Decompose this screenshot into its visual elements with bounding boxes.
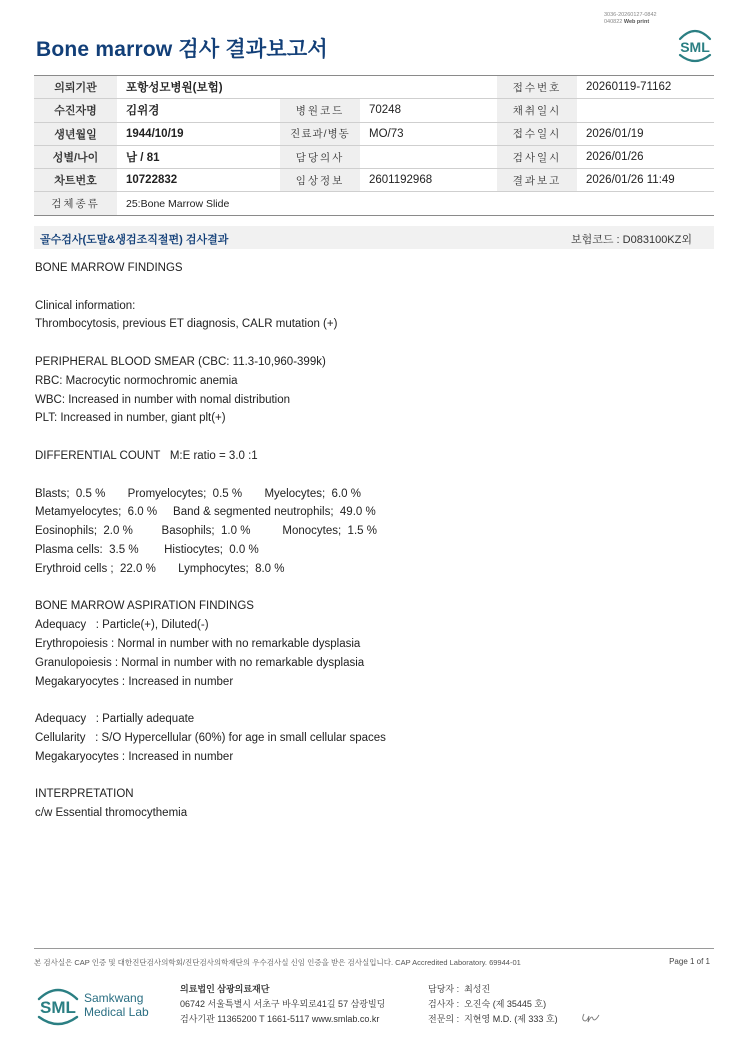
staff-row <box>428 997 558 1012</box>
signature-icon <box>580 1010 602 1024</box>
insurance-code: 보험코드 : D083100KZ외 <box>570 234 692 246</box>
label-specimen-type: 검체종류 <box>34 192 117 215</box>
label-chart-no: 차트번호 <box>34 169 117 192</box>
findings-line: Granulopoiesis : Normal in number with no remarkable dysplasia <box>35 656 365 669</box>
findings-line: Plasma cells: 3.5 % Histiocytes; 0.0 % <box>35 543 259 556</box>
label-result-report: 결과보고 <box>497 169 577 192</box>
value-birth-date: 1944/10/19 <box>117 122 280 145</box>
findings-line: WBC: Increased in number with nomal distribution <box>35 393 291 406</box>
bottom-logo-line1: Samkwang <box>84 991 144 1005</box>
value-clinical-info: 2601192968 <box>360 169 497 192</box>
staff-info <box>428 982 558 1027</box>
findings-line: PERIPHERAL BLOOD SMEAR (CBC: 11.3-10,960-399k) <box>35 355 326 368</box>
value-chart-no: 10722832 <box>117 169 280 192</box>
findings-line: Megakaryocytes : Increased in number <box>35 750 234 763</box>
info-row <box>34 169 714 192</box>
label-hospital-code: 병원코드 <box>280 99 360 122</box>
organization-info <box>180 982 385 1027</box>
label-accession-no: 접수번호 <box>497 76 577 99</box>
page-title: Bone marrow 검사 결과보고서 <box>36 38 328 61</box>
findings-line <box>35 579 715 598</box>
findings-line: Adequacy : Particle(+), Diluted(-) <box>35 619 209 632</box>
findings-line: Megakaryocytes : Increased in number <box>35 675 234 688</box>
findings-line <box>35 428 715 447</box>
value-sex-age: 남 / 81 <box>117 145 280 168</box>
value-test-date: 2026/01/26 <box>577 145 714 168</box>
findings-line <box>35 767 715 786</box>
value-accession-no: 20260119-71162 <box>577 76 714 99</box>
findings-line: DIFFERENTIAL COUNT M:E ratio = 3.0 :1 <box>35 449 258 462</box>
label-physician: 담당의사 <box>280 145 360 168</box>
staff-role: 전문의 : <box>428 1014 460 1024</box>
value-received-date: 2026/01/19 <box>577 122 714 145</box>
org-name: 의료법인 삼광의료재단 <box>180 984 270 994</box>
bottom-logo-sml: SML <box>40 998 76 1017</box>
info-row <box>34 192 714 215</box>
label-clinical-info: 임상정보 <box>280 169 360 192</box>
sml-logo-icon <box>674 25 716 65</box>
print-id <box>604 12 657 26</box>
page-number: Page 1 of 1 <box>669 957 710 966</box>
findings-line: Adequacy : Partially adequate <box>35 713 195 726</box>
findings-body <box>35 259 715 823</box>
findings-line: BONE MARROW FINDINGS <box>35 262 183 274</box>
findings-line: INTERPRETATION <box>35 788 134 801</box>
footer-divider <box>34 948 714 949</box>
findings-line: Thrombocytosis, previous ET diagnosis, CALR mutation (+) <box>35 318 338 331</box>
accreditation-note: 본 검사실은 CAP 인증 및 대한진단검사의학회/진단검사의학재단의 우수검사실 신임 인증을 받은 검사실입니다. CAP Accredited Laboratory. 69944-01 <box>34 958 521 967</box>
value-hospital-code: 70248 <box>360 99 497 122</box>
findings-line: BONE MARROW ASPIRATION FINDINGS <box>35 600 254 613</box>
label-received-date: 접수일시 <box>497 122 577 145</box>
staff-name: 지현영 M.D. (제 333 호) <box>464 1014 558 1024</box>
staff-row <box>428 1012 558 1027</box>
staff-name: 최성진 <box>464 984 491 994</box>
samkwang-logo-icon <box>36 983 166 1027</box>
value-patient-name: 김위경 <box>117 99 280 122</box>
staff-role: 검사자 : <box>428 999 460 1009</box>
findings-line: Erythroid cells ; 22.0 % Lymphocytes; 8.0 % <box>35 562 285 575</box>
value-physician <box>360 145 497 168</box>
print-sub: 040822 <box>604 19 623 25</box>
findings-line: Eosinophils; 2.0 % Basophils; 1.0 % Monocytes; 1.5 % <box>35 525 377 538</box>
label-test-date: 검사일시 <box>497 145 577 168</box>
staff-role: 담당자 : <box>428 984 460 994</box>
value-collection-date <box>577 99 714 122</box>
label-patient-name: 수진자명 <box>34 99 117 122</box>
info-row <box>34 122 714 145</box>
patient-info-table <box>34 75 714 216</box>
label-department: 진료과/병동 <box>280 122 360 145</box>
staff-row <box>428 982 558 997</box>
findings-line: Blasts; 0.5 % Promyelocytes; 0.5 % Myelocytes; 6.0 % <box>35 487 361 500</box>
label-sex-age: 성별/나이 <box>34 145 117 168</box>
org-address: 06742 서울특별시 서초구 바우뫼로41길 57 삼광빌딩 <box>180 999 386 1009</box>
section-title: 골수검사(도말&생검조직절편) 검사결과 <box>40 234 229 246</box>
findings-line: Metamyelocytes; 6.0 % Band & segmented neutrophils; 49.0 % <box>35 506 376 519</box>
result-section-header <box>34 226 714 249</box>
staff-name: 오진숙 (제 35445 호) <box>464 999 547 1009</box>
findings-line: RBC: Macrocytic normochromic anemia <box>35 374 238 387</box>
findings-line: c/w Essential thromocythemia <box>35 807 188 820</box>
label-collection-date: 채취일시 <box>497 99 577 122</box>
info-row <box>34 99 714 122</box>
print-mode: Web print <box>623 19 650 25</box>
label-requesting-org: 의뢰기관 <box>34 76 117 99</box>
bottom-logo-line2: Medical Lab <box>84 1005 149 1019</box>
label-birth-date: 생년월일 <box>34 122 117 145</box>
org-contact: 검사기관 11365200 T 1661-5117 www.smlab.co.kr <box>180 1014 380 1024</box>
info-row <box>34 76 714 99</box>
findings-line <box>35 466 715 485</box>
info-row <box>34 145 714 168</box>
findings-line <box>35 278 715 297</box>
findings-line: PLT: Increased in number, giant plt(+) <box>35 412 226 425</box>
value-specimen-type: 25:Bone Marrow Slide <box>117 192 714 215</box>
value-result-report: 2026/01/26 11:49 <box>577 169 714 192</box>
print-code: 3036-20260127-0842 <box>604 12 657 18</box>
findings-line: Cellularity : S/O Hypercellular (60%) for age in small cellular spaces <box>35 731 386 744</box>
findings-line: Erythropoiesis : Normal in number with no remarkable dysplasia <box>35 637 361 650</box>
value-department: MO/73 <box>360 122 497 145</box>
findings-line <box>35 334 715 353</box>
findings-line: Clinical information: <box>35 299 136 312</box>
sml-logo-text: SML <box>680 39 710 55</box>
findings-line <box>35 691 715 710</box>
value-requesting-org: 포항성모병원(보험) <box>117 76 497 99</box>
